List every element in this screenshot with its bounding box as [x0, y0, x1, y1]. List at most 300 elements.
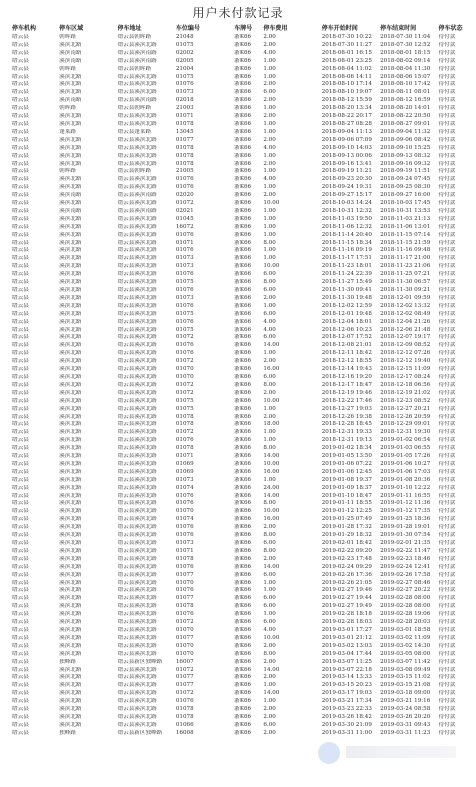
cell-area: 溪滨北路 — [59, 389, 82, 396]
cell-end-time: 2019-03-26 20:20 — [380, 713, 431, 720]
cell-plate: 浙K66 — [234, 484, 252, 491]
table-row — [12, 706, 470, 714]
cell-status: 待付款 — [438, 532, 456, 539]
cell-address: 缙云县溪滨南路 — [117, 57, 157, 64]
cell-start-time: 2018-12-31 19:33 — [321, 429, 372, 436]
table-row — [12, 34, 470, 42]
cell-plate: 浙K66 — [234, 674, 252, 681]
cell-org: 缙云县 — [12, 113, 29, 120]
cell-address: 缙云县溪滨北路 — [117, 721, 157, 728]
cell-plate: 浙K66 — [234, 57, 252, 64]
cell-end-time: 2019-03-18 09:00 — [380, 690, 431, 697]
cell-end-time: 2018-11-06 13:01 — [380, 223, 431, 230]
cell-plate: 浙K66 — [234, 713, 252, 720]
site-watermark-logo — [312, 734, 462, 774]
cell-plate: 浙K66 — [234, 413, 252, 420]
cell-status: 待付款 — [438, 120, 456, 127]
cell-fee: 1.00 — [263, 57, 276, 64]
cell-address: 缙云县溪滨南路 — [117, 49, 157, 56]
cell-end-time: 2018-11-25 07:21 — [380, 271, 431, 278]
cell-status: 待付款 — [438, 231, 456, 238]
cell-status: 待付款 — [438, 136, 456, 143]
cell-area: 溪滨北路 — [59, 429, 82, 436]
cell-address: 缙云县溪滨南路 — [117, 207, 157, 214]
cell-start-time: 2018-08-27 08:28 — [321, 120, 372, 127]
cell-fee: 6.00 — [263, 595, 276, 602]
cell-area: 溪滨北路 — [59, 476, 82, 483]
cell-end-time: 2018-08-20 14:01 — [380, 105, 431, 112]
table-row — [12, 587, 470, 595]
cell-fee: 10.00 — [263, 634, 280, 641]
column-header-org: 停车机构 — [12, 25, 37, 32]
cell-area: 溪滨北路 — [59, 532, 82, 539]
cell-status: 待付款 — [438, 223, 456, 230]
cell-end-time: 2019-03-31 09:43 — [380, 721, 431, 728]
cell-fee: 6.00 — [263, 271, 276, 278]
cell-status: 待付款 — [438, 350, 456, 357]
cell-space-number: 02021 — [175, 207, 194, 214]
cell-plate: 浙K66 — [234, 658, 252, 665]
cell-org: 缙云县 — [12, 500, 29, 507]
cell-area: 溪滨北路 — [59, 136, 82, 143]
cell-plate: 浙K66 — [234, 682, 252, 689]
cell-status: 待付款 — [438, 247, 456, 254]
cell-status: 待付款 — [438, 421, 456, 428]
cell-area: 溪滨南路 — [59, 57, 82, 64]
cell-status: 待付款 — [438, 540, 456, 546]
cell-status: 待付款 — [438, 34, 456, 40]
cell-space-number: 01066 — [175, 721, 194, 728]
cell-end-time: 2018-08-22 20:50 — [380, 113, 431, 120]
cell-end-time: 2019-02-01 21:35 — [380, 540, 431, 546]
cell-space-number: 01076 — [175, 500, 194, 507]
cell-address: 缙云县朝晖路 — [117, 65, 152, 72]
cell-address: 缙云县溪滨北路 — [117, 223, 157, 230]
cell-plate: 浙K66 — [234, 547, 252, 554]
cell-status: 待付款 — [438, 49, 456, 56]
cell-start-time: 2019-01-05 13:50 — [321, 453, 372, 460]
cell-fee: 8.00 — [263, 279, 276, 286]
cell-space-number: 02002 — [175, 49, 194, 56]
cell-status: 待付款 — [438, 516, 456, 523]
cell-end-time: 2019-01-05 17:26 — [380, 453, 431, 460]
cell-org: 缙云县 — [12, 690, 29, 697]
cell-org: 缙云县 — [12, 144, 29, 151]
cell-address: 缙云县溪滨北路 — [117, 200, 157, 207]
cell-area: 溪滨北路 — [59, 682, 82, 689]
cell-end-time: 2018-09-10 15:25 — [380, 144, 431, 151]
cell-org: 缙云县 — [12, 381, 29, 388]
cell-space-number: 01078 — [175, 152, 194, 159]
cell-address: 缙云县蓬莱路 — [117, 128, 152, 135]
cell-org: 缙云县 — [12, 358, 29, 365]
cell-fee: 6.00 — [263, 571, 276, 578]
cell-start-time: 2018-11-30 09:41 — [321, 287, 372, 293]
cell-end-time: 2018-12-12 19:40 — [380, 358, 431, 365]
table-row — [12, 714, 470, 722]
column-header-fee: 停车费用 — [263, 25, 288, 32]
cell-address: 缙云县溪滨北路 — [117, 682, 157, 689]
cell-status: 待付款 — [438, 73, 456, 80]
column-header-address: 停车地址 — [117, 25, 142, 32]
cell-status: 待付款 — [438, 128, 456, 135]
cell-org: 缙云县 — [12, 73, 29, 80]
cell-org: 缙云县 — [12, 57, 29, 64]
cell-start-time: 2018-09-24 19:31 — [321, 184, 372, 191]
cell-end-time: 2018-08-10 17:42 — [380, 81, 431, 88]
cell-area: 溪滨北路 — [59, 152, 82, 159]
cell-area: 溪滨北路 — [59, 358, 82, 365]
cell-end-time: 2019-03-15 21:08 — [380, 682, 431, 689]
table-row — [12, 682, 470, 690]
cell-address: 缙云县溪滨北路 — [117, 650, 157, 657]
cell-end-time: 2018-12-15 11:09 — [380, 366, 431, 373]
cell-address: 缙云县溪滨北路 — [117, 342, 157, 349]
cell-area: 溪滨北路 — [59, 642, 82, 649]
cell-end-time: 2018-12-23 08:52 — [380, 397, 431, 404]
cell-end-time: 2018-12-07 19:17 — [380, 334, 431, 341]
cell-org: 缙云县 — [12, 626, 29, 633]
cell-plate: 浙K66 — [234, 587, 252, 594]
table-row — [12, 240, 470, 248]
cell-space-number: 01077 — [175, 595, 194, 602]
cell-start-time: 2018-09-10 14:03 — [321, 144, 372, 151]
table-row — [12, 659, 470, 667]
cell-org: 缙云县 — [12, 540, 29, 546]
cell-fee: 1.00 — [263, 611, 276, 618]
cell-space-number: 01070 — [175, 626, 194, 633]
table-row — [12, 311, 470, 319]
cell-address: 缙云县溪滨北路 — [117, 318, 157, 325]
cell-start-time: 2019-01-08 19:37 — [321, 476, 372, 483]
table-row — [12, 327, 470, 335]
cell-address: 缙云县溪滨北路 — [117, 366, 157, 373]
cell-plate: 浙K66 — [234, 294, 252, 301]
cell-org: 缙云县 — [12, 223, 29, 230]
cell-address: 缙云县溪滨北路 — [117, 326, 157, 333]
cell-start-time: 2018-11-16 09:19 — [321, 247, 372, 254]
cell-end-time: 2019-02-22 11:47 — [380, 547, 431, 554]
table-row — [12, 271, 470, 279]
cell-address: 缙云县溪滨北路 — [117, 294, 157, 301]
cell-status: 待付款 — [438, 437, 456, 444]
cell-plate: 浙K66 — [234, 634, 252, 641]
cell-end-time: 2018-12-31 19:30 — [380, 429, 431, 436]
cell-org: 缙云县 — [12, 619, 29, 626]
cell-address: 缙云县溪滨北路 — [117, 176, 157, 183]
cell-fee: 2.00 — [263, 97, 276, 104]
cell-fee: 2.00 — [263, 113, 276, 120]
cell-start-time: 2019-01-02 18:34 — [321, 445, 372, 452]
cell-org: 缙云县 — [12, 326, 29, 333]
cell-area: 溪滨北路 — [59, 453, 82, 460]
cell-address: 缙云县朝晖路 — [117, 168, 152, 175]
cell-fee: 6.00 — [263, 603, 276, 610]
cell-fee: 2.00 — [263, 34, 276, 40]
cell-status: 待付款 — [438, 453, 456, 460]
cell-org: 缙云县 — [12, 41, 29, 48]
cell-space-number: 01070 — [175, 366, 194, 373]
table-row — [12, 58, 470, 66]
table-row — [12, 382, 470, 390]
cell-status: 待付款 — [438, 666, 456, 673]
cell-end-time: 2018-12-12 07:26 — [380, 350, 431, 357]
cell-space-number: 01074 — [175, 484, 194, 491]
cell-end-time: 2018-12-02 08:49 — [380, 310, 431, 317]
cell-address: 缙云县溪滨北路 — [117, 690, 157, 697]
cell-status: 待付款 — [438, 105, 456, 112]
cell-space-number: 01070 — [175, 373, 194, 380]
column-header-status: 停车状态 — [438, 25, 463, 32]
cell-status: 待付款 — [438, 642, 456, 649]
cell-address: 缙云县溪滨北路 — [117, 713, 157, 720]
cell-plate: 浙K66 — [234, 690, 252, 697]
cell-status: 待付款 — [438, 381, 456, 388]
cell-address: 缙云县溪滨北路 — [117, 524, 157, 531]
cell-plate: 浙K66 — [234, 334, 252, 341]
cell-plate: 浙K66 — [234, 271, 252, 278]
cell-space-number: 02018 — [175, 97, 194, 104]
cell-plate: 浙K66 — [234, 65, 252, 72]
cell-address: 缙云县溪滨北路 — [117, 508, 157, 515]
cell-space-number: 01078 — [175, 713, 194, 720]
cell-area: 朝晖路 — [59, 168, 76, 175]
table-row — [12, 390, 470, 398]
cell-status: 待付款 — [438, 41, 456, 48]
cell-address: 缙云县溪滨南路 — [117, 192, 157, 199]
cell-address: 缙云县溪滨北路 — [117, 373, 157, 380]
table-row — [12, 303, 470, 311]
cell-address: 缙云县溪滨北路 — [117, 381, 157, 388]
cell-space-number: 01078 — [175, 421, 194, 428]
cell-start-time: 2019-03-04 17:44 — [321, 650, 372, 657]
cell-plate: 浙K66 — [234, 579, 252, 586]
cell-status: 待付款 — [438, 571, 456, 578]
table-row — [12, 89, 470, 97]
cell-area: 溪滨北路 — [59, 279, 82, 286]
cell-end-time: 2018-11-15 21:59 — [380, 239, 431, 246]
cell-space-number: 01078 — [175, 120, 194, 127]
table-row — [12, 366, 470, 374]
cell-org: 缙云县 — [12, 453, 29, 460]
cell-plate: 浙K66 — [234, 445, 252, 452]
table-row — [12, 247, 470, 255]
cell-start-time: 2019-02-26 17:36 — [321, 571, 372, 578]
cell-area: 溪滨北路 — [59, 619, 82, 626]
cell-fee: 1.00 — [263, 65, 276, 72]
cell-area: 溪滨北路 — [59, 706, 82, 713]
cell-org: 缙云县 — [12, 120, 29, 127]
cell-start-time: 2018-12-12 18:55 — [321, 358, 372, 365]
cell-area: 溪滨北路 — [59, 215, 82, 222]
cell-org: 缙云县 — [12, 429, 29, 436]
cell-plate: 浙K66 — [234, 192, 252, 199]
cell-area: 溪滨北路 — [59, 460, 82, 467]
cell-space-number: 02005 — [175, 57, 194, 64]
cell-start-time: 2018-08-04 11:02 — [321, 65, 372, 72]
cell-start-time: 2019-02-27 19:49 — [321, 603, 372, 610]
cell-start-time: 2019-02-27 19:46 — [321, 587, 372, 594]
cell-space-number: 01078 — [175, 160, 194, 167]
cell-plate: 浙K66 — [234, 540, 252, 546]
cell-org: 缙云县 — [12, 192, 29, 199]
cell-space-number: 01076 — [175, 318, 194, 325]
cell-org: 缙云县 — [12, 176, 29, 183]
cell-space-number: 01077 — [175, 634, 194, 641]
table-row — [12, 437, 470, 445]
table-row — [12, 453, 470, 461]
table-row — [12, 603, 470, 611]
table-row — [12, 421, 470, 429]
cell-address: 缙云县溪滨北路 — [117, 540, 157, 546]
cell-area: 溪滨北路 — [59, 271, 82, 278]
cell-start-time: 2019-03-01 21:12 — [321, 634, 372, 641]
table-row — [12, 200, 470, 208]
cell-address: 缙云县溪滨北路 — [117, 144, 157, 151]
cell-end-time: 2018-09-25 08:30 — [380, 184, 431, 191]
cell-space-number: 01077 — [175, 136, 194, 143]
cell-plate: 浙K66 — [234, 326, 252, 333]
table-row — [12, 168, 470, 176]
cell-end-time: 2019-01-11 16:55 — [380, 492, 431, 499]
cell-org: 缙云县 — [12, 239, 29, 246]
cell-area: 独峰路 — [59, 658, 76, 665]
cell-end-time: 2019-02-28 19:06 — [380, 611, 431, 618]
cell-fee: 2.00 — [263, 555, 276, 562]
cell-status: 待付款 — [438, 81, 456, 88]
cell-area: 蓬莱路 — [59, 128, 76, 135]
table-row — [12, 508, 470, 516]
cell-fee: 2.00 — [263, 706, 276, 713]
cell-space-number: 02020 — [175, 192, 194, 199]
cell-end-time: 2019-03-24 08:58 — [380, 706, 431, 713]
cell-address: 缙云县溪滨北路 — [117, 642, 157, 649]
cell-address: 缙云县溪滨北路 — [117, 468, 157, 475]
cell-status: 待付款 — [438, 342, 456, 349]
table-row — [12, 485, 470, 493]
cell-area: 溪滨北路 — [59, 650, 82, 657]
cell-end-time: 2019-01-06 17:03 — [380, 468, 431, 475]
cell-start-time: 2018-11-30 19:48 — [321, 294, 372, 301]
cell-end-time: 2018-11-30 06:57 — [380, 279, 431, 286]
cell-start-time: 2018-12-28 18:45 — [321, 421, 372, 428]
cell-fee: 4.00 — [263, 318, 276, 325]
cell-space-number: 01078 — [175, 555, 194, 562]
cell-org: 缙云县 — [12, 674, 29, 681]
cell-status: 待付款 — [438, 326, 456, 333]
cell-address: 缙云县溪滨北路 — [117, 579, 157, 586]
cell-space-number: 01072 — [175, 666, 194, 673]
column-header-space-number: 车位编号 — [175, 25, 200, 32]
cell-fee: 2.00 — [263, 192, 276, 199]
cell-area: 溪滨北路 — [59, 713, 82, 720]
table-row — [12, 493, 470, 501]
cell-fee: 14.00 — [263, 690, 280, 697]
cell-space-number: 01071 — [175, 239, 194, 246]
cell-end-time: 2018-08-11 08:01 — [380, 89, 431, 96]
cell-end-time: 2019-02-27 08:46 — [380, 579, 431, 586]
cell-area: 溪滨北路 — [59, 397, 82, 404]
cell-org: 缙云县 — [12, 508, 29, 515]
cell-space-number: 01072 — [175, 429, 194, 436]
cell-fee: 4.00 — [263, 626, 276, 633]
table-row — [12, 477, 470, 485]
cell-plate: 浙K66 — [234, 136, 252, 143]
cell-start-time: 2019-02-24 09:29 — [321, 563, 372, 570]
cell-end-time: 2019-02-28 08:00 — [380, 595, 431, 602]
cell-address: 缙云县溪滨北路 — [117, 358, 157, 365]
table-row — [12, 153, 470, 161]
cell-space-number: 01076 — [175, 271, 194, 278]
cell-area: 溪滨北路 — [59, 310, 82, 317]
cell-org: 缙云县 — [12, 271, 29, 278]
column-header-start-time: 停车开始时间 — [321, 25, 358, 32]
cell-plate: 浙K66 — [234, 706, 252, 713]
table-row — [12, 255, 470, 263]
cell-plate: 浙K66 — [234, 437, 252, 444]
cell-start-time: 2019-02-01 18:42 — [321, 540, 372, 546]
cell-plate: 浙K66 — [234, 453, 252, 460]
column-header-area: 停车区域 — [59, 25, 84, 32]
cell-fee: 2.00 — [263, 658, 276, 665]
cell-start-time: 2018-12-16 19:20 — [321, 373, 372, 380]
cell-fee: 18.00 — [263, 421, 280, 428]
page-title: 用户未付款记录 — [192, 6, 284, 20]
cell-start-time: 2019-03-17 19:03 — [321, 690, 372, 697]
cell-start-time: 2018-09-04 11:13 — [321, 128, 372, 135]
cell-org: 缙云县 — [12, 160, 29, 167]
cell-status: 待付款 — [438, 207, 456, 214]
cell-start-time: 2018-08-20 13:34 — [321, 105, 372, 112]
cell-fee: 1.00 — [263, 215, 276, 222]
cell-org: 缙云县 — [12, 595, 29, 602]
cell-space-number: 01070 — [175, 650, 194, 657]
cell-fee: 14.00 — [263, 666, 280, 673]
cell-fee: 1.00 — [263, 579, 276, 586]
cell-org: 缙云县 — [12, 460, 29, 467]
cell-end-time: 2018-10-03 17:45 — [380, 200, 431, 207]
cell-start-time: 2019-03-07 22:18 — [321, 666, 372, 673]
cell-org: 缙云县 — [12, 81, 29, 88]
cell-status: 待付款 — [438, 721, 456, 728]
cell-end-time: 2018-08-06 15:07 — [380, 73, 431, 80]
table-row — [12, 698, 470, 706]
cell-start-time: 2019-01-06 12:45 — [321, 468, 372, 475]
cell-space-number: 13045 — [175, 128, 194, 135]
cell-org: 缙云县 — [12, 445, 29, 452]
table-row — [12, 690, 470, 698]
cell-address: 缙云县溪滨北路 — [117, 516, 157, 523]
cell-start-time: 2019-03-14 13:33 — [321, 674, 372, 681]
cell-area: 溪滨北路 — [59, 484, 82, 491]
cell-space-number: 16072 — [175, 223, 194, 230]
unpaid-records-table — [12, 24, 470, 738]
table-row — [12, 635, 470, 643]
cell-fee: 6.00 — [263, 619, 276, 626]
cell-plate: 浙K66 — [234, 207, 252, 214]
table-row — [12, 161, 470, 169]
table-row — [12, 619, 470, 627]
table-row — [12, 184, 470, 192]
cell-area: 溪滨北路 — [59, 184, 82, 191]
cell-fee: 1.00 — [263, 207, 276, 214]
table-row — [12, 445, 470, 453]
cell-space-number: 01078 — [175, 603, 194, 610]
table-row — [12, 374, 470, 382]
cell-start-time: 2018-11-27 15:49 — [321, 279, 372, 286]
cell-status: 待付款 — [438, 595, 456, 602]
cell-start-time: 2019-03-30 21:09 — [321, 721, 372, 728]
